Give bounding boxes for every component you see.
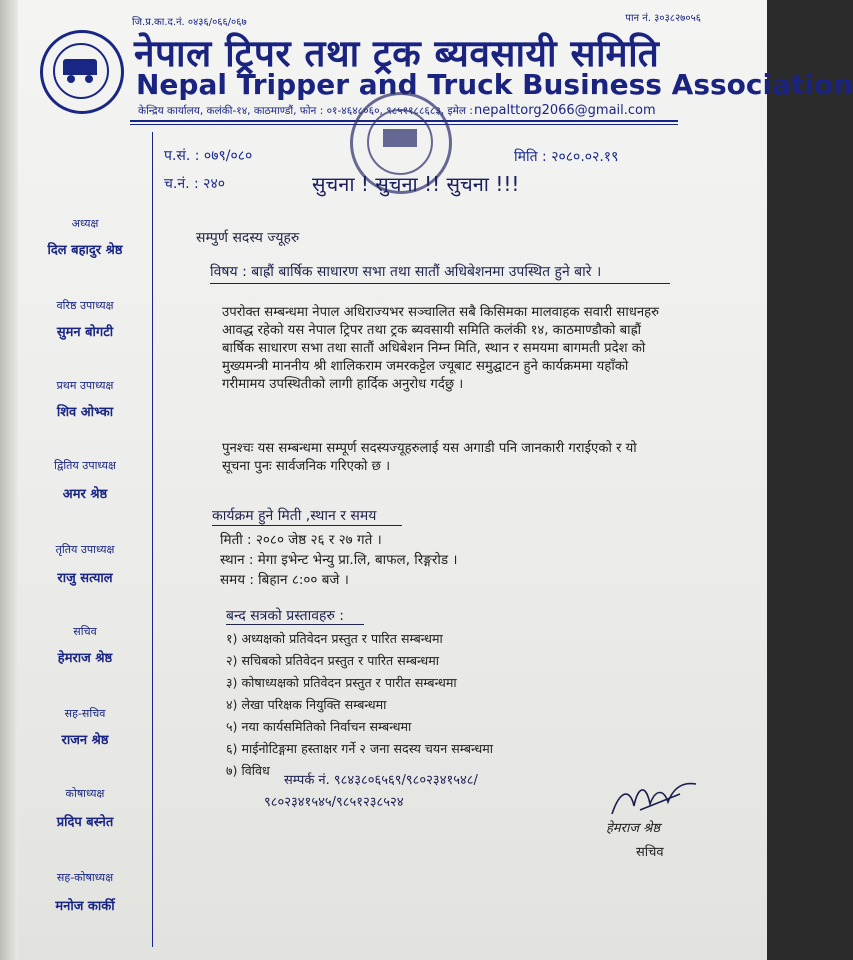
program-place: स्थान : मेगा इभेन्ट भेन्यु प्रा.लि, बाफल, रिङ्गरोड । bbox=[220, 552, 458, 568]
body-paragraph-2: पुनश्चः यस सम्बन्धमा सम्पूर्ण सदस्यज्यूहरुलाई यस अगाडी पनि जानकारी गराईएको र यो सूचना पुनः सार्वजनिक गरिएको छ । bbox=[222, 441, 637, 474]
sidebar-name: शिव ओभ्का bbox=[56, 405, 114, 420]
agenda-item: ६) माईनोटिङ्गमा हस्ताक्षर गर्ने २ जना सदस्य चयन सम्बन्धमा bbox=[226, 741, 494, 756]
sidebar-divider bbox=[152, 132, 153, 947]
office-address: केन्द्रिय कार्यालय, कलंकी-१४, काठमाण्डौं, फोन : ०१-४६४८०६०, ९८५११८८६८३, इमेल : bbox=[138, 105, 473, 117]
sidebar-name: राजु सत्याल bbox=[57, 571, 113, 586]
email-address: nepalttorg2066@gmail.com bbox=[474, 103, 656, 118]
sidebar-role: प्रथम उपाध्यक्ष bbox=[56, 379, 114, 392]
title-english: Nepal Tripper and Truck Business Association bbox=[136, 68, 853, 101]
wheel-icon bbox=[85, 75, 93, 83]
agenda-item: ५) नया कार्यसमितिको निर्वाचन सम्बन्धमा bbox=[226, 719, 412, 734]
contact-numbers-line1: सम्पर्क नं. ९८४३८०६५६९/९८०२३४१५४८/ bbox=[284, 773, 478, 788]
pan-number: पान नं. ३०३८२७०५६ bbox=[625, 13, 701, 24]
agenda-item: १) अध्यक्षको प्रतिवेदन प्रस्तुत र पारित सम्बन्धमा bbox=[226, 631, 443, 646]
program-heading-underline bbox=[212, 525, 402, 526]
letter-dispatch-number: च.नं. : २४० bbox=[164, 176, 226, 192]
letter-ps-number: प.सं. : ०७९/०८० bbox=[164, 148, 253, 164]
program-heading: कार्यक्रम हुने मिती ,स्थान र समय bbox=[212, 508, 377, 524]
subject-line: विषय : बाह्रौं बार्षिक साधारण सभा तथा सातौं अधिबेशनमा उपस्थित हुने बारे । bbox=[210, 264, 602, 280]
notice-heading: सुचना ! सुचना !! सुचना !!! bbox=[312, 172, 520, 196]
sidebar-name: प्रदिप बस्नेत bbox=[56, 815, 114, 830]
contact-numbers-line2: ९८०२३४१५४५/९८५१२३८५२४ bbox=[264, 795, 404, 810]
program-time: समय : बिहान ८:०० बजे । bbox=[220, 572, 349, 588]
sidebar-role: अध्यक्ष bbox=[71, 217, 99, 230]
sidebar-name: दिल बहादुर श्रेष्ठ bbox=[47, 243, 123, 258]
sidebar-name: सुमन बोगटी bbox=[56, 325, 114, 340]
truck-icon bbox=[63, 59, 97, 75]
registration-number: जि.प्र.का.द.नं. ०४३६/०६६/०६७ bbox=[132, 17, 247, 28]
sidebar-role: तृतिय उपाध्यक्ष bbox=[55, 543, 115, 556]
agenda-item: ३) कोषाध्यक्षको प्रतिवेदन प्रस्तुत र पारीत सम्बन्धमा bbox=[226, 675, 457, 690]
page-edge-shadow bbox=[0, 0, 18, 960]
closed-session-underline bbox=[226, 624, 364, 625]
agenda-item: ७) विविध bbox=[226, 763, 270, 778]
signatory-name: हेमराज श्रेष्ठ bbox=[606, 821, 661, 836]
sidebar-role: द्वितिय उपाध्यक्ष bbox=[54, 459, 116, 472]
program-date: मिती : २०८० जेष्ठ २६ र २७ गते । bbox=[220, 532, 382, 548]
sidebar-role: कोषाध्यक्ष bbox=[65, 787, 105, 800]
association-logo bbox=[40, 30, 124, 114]
body-paragraph-1: उपरोक्त सम्बन्धमा नेपाल अधिराज्यभर सञ्चालित सबै किसिमका मालवाहक सवारी साधनहरु आवद्ध रहेको यस नेपाल ट्रिपर तथा ट्रक ब्यवसायी समिति कलंकी १४, काठमाण्डौको बाह्रौं बार्षिक साधारण सभा तथा सातौं अधिबेशन निम्न मिति, स्थान र समयमा बागमती प्रदेश को मुख्यमन्त्री माननीय श्री शालिकराम जमरकट्टेल ज्यूबाट समुद्घाटन हुने कार्यक्रममा यहाँको गरीमामय उपस्थितीको लागी हार्दिक अनुरोध गर्दछु । bbox=[222, 305, 660, 392]
title-nepali: नेपाल ट्रिपर तथा ट्रक ब्यवसायी समिति bbox=[134, 32, 660, 75]
subject-underline bbox=[210, 283, 670, 284]
sidebar-role: वरिष्ठ उपाध्यक्ष bbox=[56, 299, 114, 312]
agenda-item: ४) लेखा परिक्षक नियुक्ति सम्बन्धमा bbox=[226, 697, 387, 712]
signatory-title: सचिव bbox=[636, 845, 664, 860]
letter-date: मिति : २०८०.०२.१९ bbox=[514, 149, 619, 165]
sidebar-role: सह-कोषाध्यक्ष bbox=[56, 871, 114, 884]
salutation: सम्पुर्ण सदस्य ज्यूहरु bbox=[196, 230, 300, 246]
sidebar-name: अमर श्रेष्ठ bbox=[62, 487, 108, 502]
seal-emblem bbox=[383, 129, 417, 147]
wheel-icon bbox=[67, 75, 75, 83]
sidebar-name: हेमराज श्रेष्ठ bbox=[57, 651, 113, 666]
closed-session-heading: बन्द सत्रको प्रस्तावहरु : bbox=[226, 608, 344, 624]
handwritten-signature bbox=[610, 780, 700, 820]
sidebar-role: सचिव bbox=[73, 625, 97, 638]
agenda-item: २) सचिबको प्रतिवेदन प्रस्तुत र पारित सम्बन्धमा bbox=[226, 653, 440, 668]
sidebar-role: सह-सचिव bbox=[64, 707, 106, 720]
sidebar-name: राजन श्रेष्ठ bbox=[61, 733, 109, 748]
sidebar-name: मनोज कार्की bbox=[55, 899, 115, 914]
